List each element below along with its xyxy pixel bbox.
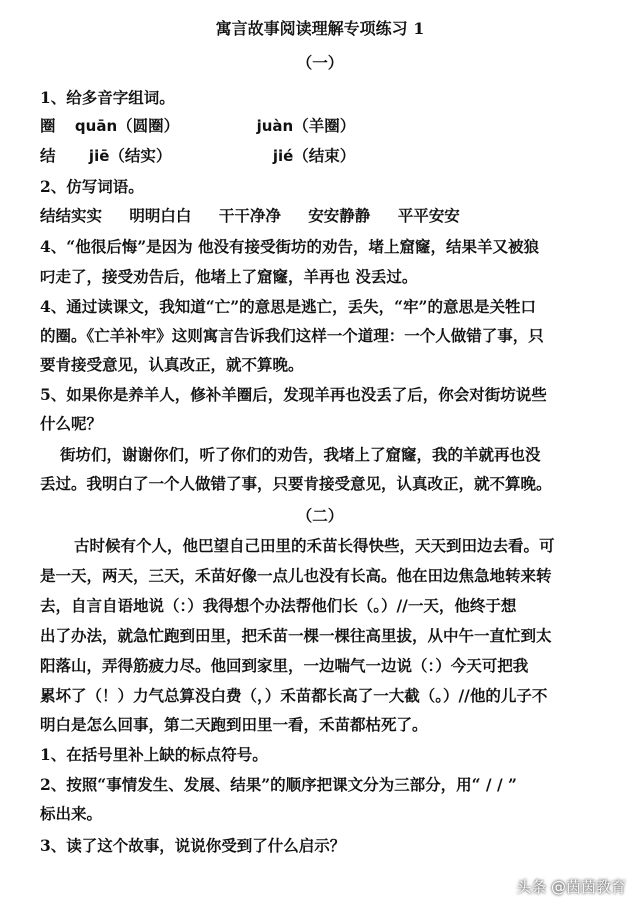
word: （圆圈） bbox=[117, 116, 180, 135]
question-5-line-1: 5、如果你是养羊人，修补羊圈后，发现羊再也没丢了后，你会对街坊说些 bbox=[40, 385, 547, 404]
story-line: 去，自言自语地说（：）我得想个办法帮他们长（。）//一天，他终于想 bbox=[40, 596, 517, 615]
pinyin: juàn bbox=[256, 117, 294, 135]
pinyin: quān bbox=[74, 117, 118, 135]
answer-4b-line-3: 要肯接受意见，认真改正，就不算晚。 bbox=[40, 355, 304, 374]
question-1: 1、给多音字组词。 bbox=[40, 88, 175, 107]
answer-4a-line-2: 叼走了，接受劝告后，他堵上了窟窿，羊再也 没丢过。 bbox=[40, 267, 418, 286]
answer-4b-line-1: 4、通过读课文，我知道“亡”的意思是逃亡，丢失，“牢”的意思是关牲口 bbox=[40, 297, 536, 316]
story-line: 出了办法，就急忙跑到田里，把禾苗一棵一棵往高里拔，从中午一直忙到太 bbox=[40, 626, 552, 645]
polyphone-row-1 bbox=[40, 115, 355, 137]
section-1-heading: （一） bbox=[296, 53, 344, 72]
phrase-list bbox=[40, 205, 482, 227]
story-line: 累坏了（！）力气总算没白费（，）禾苗都长高了一大截（。）//他的儿子不 bbox=[40, 686, 548, 705]
watermark: 头条 @茵茵教育 bbox=[516, 878, 626, 896]
phrase: 结结实实 bbox=[40, 206, 103, 225]
phrase: 干干净净 bbox=[218, 206, 281, 225]
char: 圈 bbox=[40, 116, 56, 135]
answer-5-line-1: 街坊们，谢谢你们，听了你们的劝告，我堵上了窟窿，我的羊就再也没 bbox=[60, 445, 541, 464]
answer-5-line-2: 丢过。我明白了一个人做错了事，只要肯接受意见，认真改正，就不算晚。 bbox=[40, 474, 552, 493]
section-2-question-1: 1、在括号里补上缺的标点符号。 bbox=[40, 745, 268, 764]
pinyin: jiē bbox=[88, 147, 110, 165]
answer-4a-line-1: 4、“他很后悔”是因为 他没有接受街坊的劝告，堵上窟窿，结果羊又被狼 bbox=[40, 237, 540, 256]
answer-4b-line-2: 的圈。《亡羊补牢》这则寓言告诉我们这样一个道理：一个人做错了事，只 bbox=[40, 326, 544, 345]
section-2-question-2-line-1: 2、按照“事情发生、发展、结果”的顺序把课文分为三部分，用“ / / ” bbox=[40, 775, 517, 794]
pinyin: jié bbox=[272, 147, 294, 165]
char: 结 bbox=[40, 146, 56, 165]
page-title: 寓言故事阅读理解专项练习 1 bbox=[215, 19, 425, 38]
word: （结实） bbox=[109, 146, 172, 165]
polyphone-row-2 bbox=[40, 145, 355, 167]
phrase: 明明白白 bbox=[129, 206, 192, 225]
story-line: 古时候有个人，他巴望自己田里的禾苗长得快些，天天到田边去看。可 bbox=[74, 536, 555, 555]
phrase: 安安静静 bbox=[308, 206, 371, 225]
section-2-question-3: 3、读了这个故事，说说你受到了什么启示？ bbox=[40, 836, 346, 855]
question-2: 2、仿写词语。 bbox=[40, 177, 144, 196]
phrase: 平平安安 bbox=[397, 206, 460, 225]
story-line: 阳落山，弄得筋疲力尽。他回到家里，一边喘气一边说（：）今天可把我 bbox=[40, 656, 529, 675]
word: （羊圈） bbox=[293, 116, 356, 135]
story-line: 明白是怎么回事，第二天跑到田里一看，禾苗都枯死了。 bbox=[40, 715, 428, 734]
word: （结束） bbox=[293, 146, 356, 165]
story-line: 是一天，两天，三天，禾苗好像一点儿也没有长高。他在田边焦急地转来转 bbox=[40, 566, 552, 585]
section-2-heading: （二） bbox=[296, 506, 344, 525]
section-2-question-2-line-2: 标出来。 bbox=[40, 804, 103, 823]
question-5-line-2: 什么呢？ bbox=[40, 414, 103, 433]
